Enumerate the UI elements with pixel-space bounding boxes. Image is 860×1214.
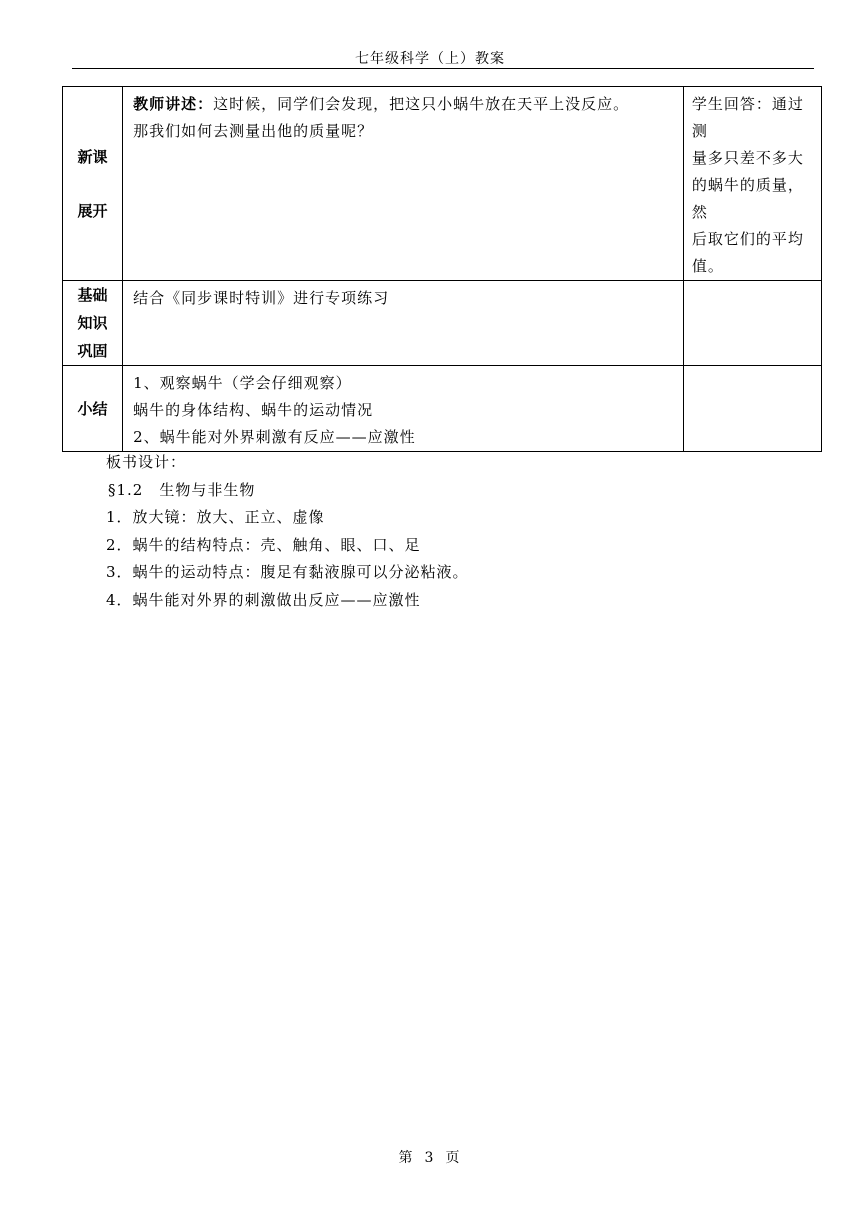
table-row-new-lesson [63,87,822,281]
header-rule [72,68,814,69]
teacher-narration-text-2: 那我们如何去测量出他的质量呢？ [133,122,374,140]
summary-cell [123,366,684,452]
summary-line: 蜗牛的身体结构、蜗牛的运动情况 [133,401,374,419]
section-label-new-lesson: 新课 展开 [63,87,123,281]
section-label-consolidation: 基础 知识 巩固 [63,281,123,366]
board-item: 4．蜗牛能对外界的刺激做出反应——应激性 [106,590,421,609]
table-row-consolidation [63,281,822,366]
summary-line: 2、蜗牛能对外界刺激有反应——应激性 [133,428,416,446]
board-heading: §1.2 生物与非生物 [108,480,256,499]
teacher-narration-label: 教师讲述： [133,95,214,113]
practice-cell [123,281,684,366]
teacher-narration-cell [123,87,684,281]
teacher-narration-text: 这时候，同学们会发现，把这只小蜗牛放在天平上没反应。 [213,95,630,113]
student-answer-cell: 学生回答：通过测 量多只差不多大 的蜗牛的质量，然 后取它们的平均 值。 [683,87,821,281]
practice-text: 结合《同步课时特训》进行专项练习 [133,289,390,307]
section-label-summary: 小结 [63,366,123,452]
summary-line: 1、观察蜗牛（学会仔细观察） [133,374,352,392]
board-design [106,449,469,614]
board-item: 1．放大镜：放大、正立、虚像 [106,508,325,526]
table-row-summary [63,366,822,452]
page-footer: 第 3 页 [398,1150,462,1166]
page-header-title: 七年级科学（上）教案 [355,51,505,67]
empty-side-cell [683,366,821,452]
board-item: 3．蜗牛的运动特点：腹足有黏液腺可以分泌粘液。 [106,563,469,581]
board-title: 板书设计： [106,453,187,471]
page-number: 3 [424,1150,436,1166]
lesson-table [62,86,822,452]
board-item: 2．蜗牛的结构特点：壳、触角、眼、口、足 [106,535,421,554]
empty-side-cell [683,281,821,366]
